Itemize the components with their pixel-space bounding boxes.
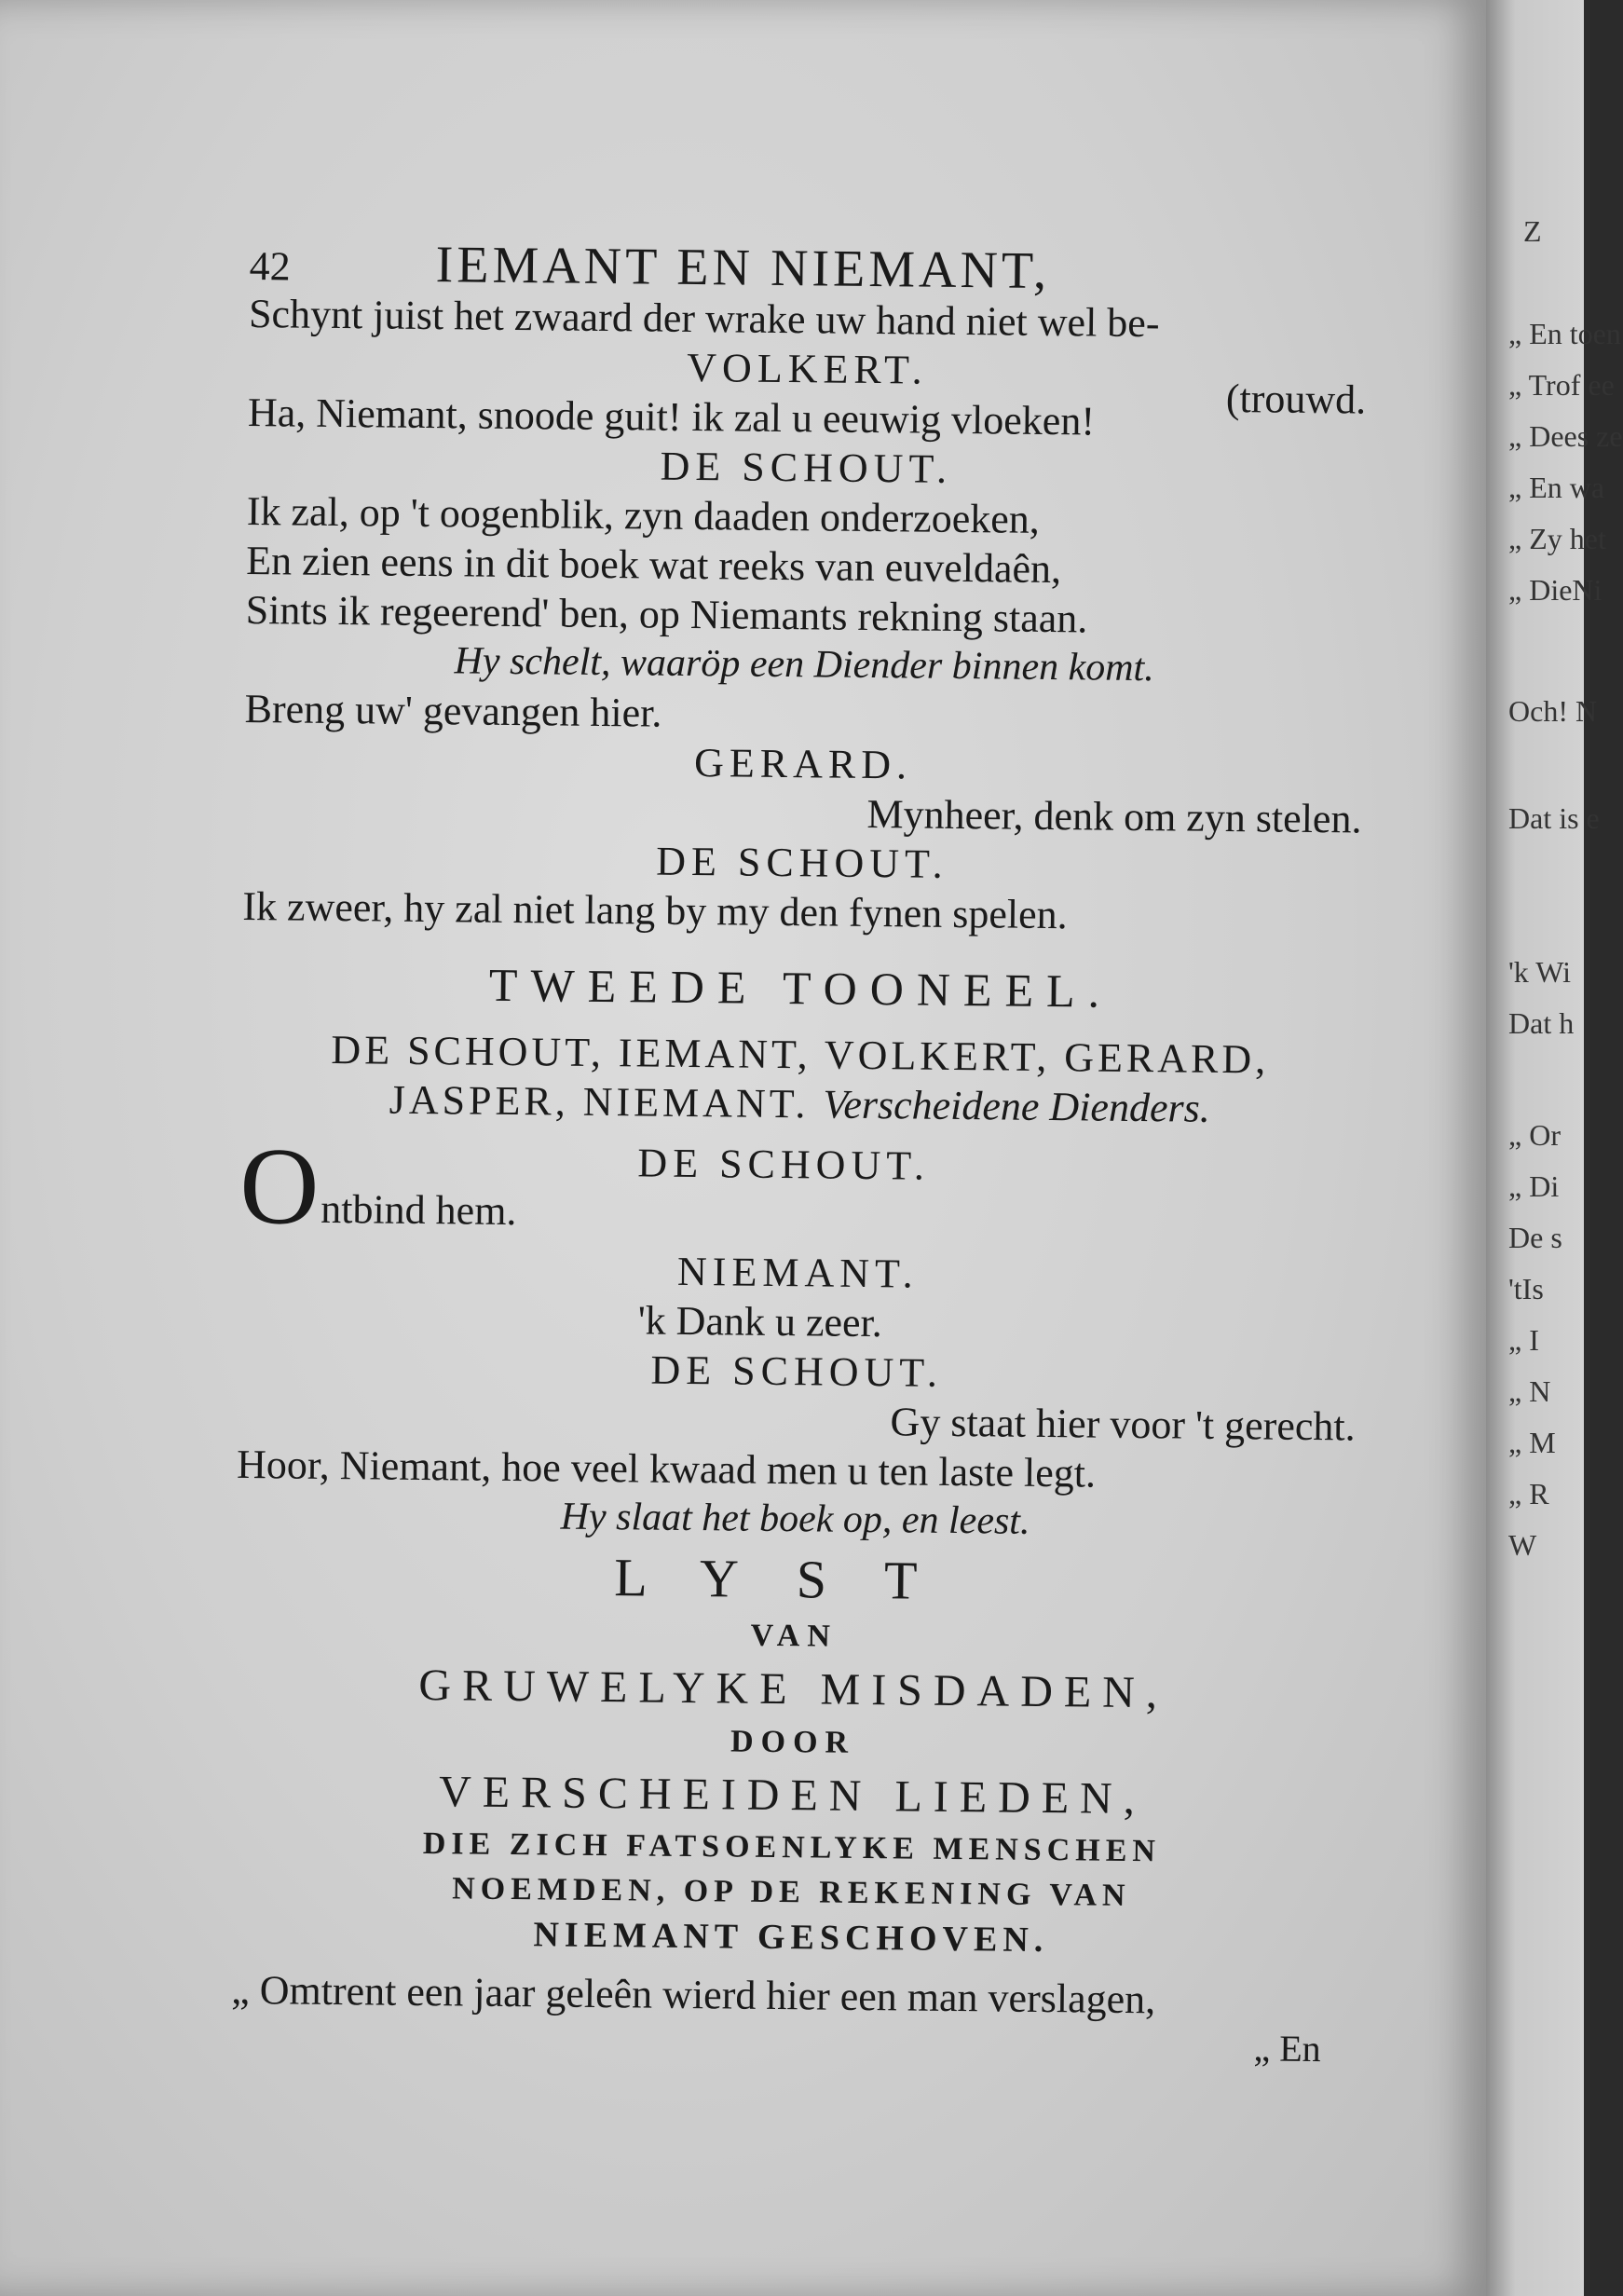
verse-overrun: (trouwd. (1225, 375, 1367, 423)
page-text (230, 233, 1367, 2072)
speaker-niemant: NIEMANT. (676, 1248, 919, 1297)
next-page-fragment: „ Zy het (1508, 522, 1606, 555)
next-page-fragment: „ R (1508, 1477, 1549, 1510)
verse-line: Mynheer, denk om zyn stelen. (866, 790, 1362, 842)
cast-names: JASPER, NIEMANT. (389, 1076, 810, 1128)
speaker-de-schout: DE SCHOUT. (655, 838, 948, 887)
list-title-rekening: NOEMDEN, OP DE REKENING VAN (451, 1871, 1131, 1913)
page-number: 42 (249, 242, 291, 290)
verse-line: En zien eens in dit boek wat reeks van euveldaên, (246, 537, 1062, 593)
list-title-lieden: VERSCHEIDEN LIEDEN, (438, 1767, 1147, 1824)
verse-line: Gy staat hier voor 't gerecht. (890, 1399, 1356, 1450)
verse-line: Sints ik regeerend' ben, op Niemants rekning staan. (245, 586, 1088, 642)
dropcap-letter: O (239, 1124, 321, 1248)
next-page-fragment: 'tIs (1508, 1272, 1544, 1305)
next-page-fragment: „ Or (1508, 1118, 1561, 1152)
next-page-fragment: W (1508, 1528, 1537, 1562)
verse-text: Ha, Niemant, snoode guit! ik zal u eeuwig vloeken! (247, 389, 1096, 444)
list-title: LYST (613, 1547, 975, 1612)
list-title-menschen: DIE ZICH FATSOENLYKE MENSCHEN (422, 1826, 1162, 1869)
next-page-fragment: Z (1523, 214, 1542, 248)
speaker-de-schout: DE SCHOUT. (660, 443, 953, 492)
verse-line: Ik zal, op 't oogenblik, zyn daaden onderzoeken, (246, 487, 1041, 542)
next-page-fragment: „ Dees ze (1508, 419, 1623, 453)
stage-direction: Hy slaat het boek op, en leest. (560, 1495, 1030, 1543)
next-page-fragment: De s (1508, 1221, 1562, 1254)
cast-list (240, 1073, 1358, 1135)
next-page-fragment: „ Di (1508, 1169, 1560, 1203)
verse-line: „ Omtrent een jaar geleên wierd hier een man verslagen, (230, 1966, 1156, 2023)
next-page-fragment: Och! N (1508, 694, 1598, 728)
cast-extras: Verscheidene Dienders. (823, 1081, 1211, 1131)
speaker-de-schout: DE SCHOUT. (637, 1140, 931, 1189)
verse-line: Ik zweer, hy zal niet lang by my den fynen spelen. (242, 882, 1068, 938)
list-title-geschoven: NIEMANT GESCHOVEN. (533, 1915, 1049, 1961)
next-page-fragment: „ Trof ee (1508, 368, 1615, 402)
next-page-fragment: Dat h (1508, 1006, 1575, 1040)
dropcap-block (239, 1124, 1358, 1248)
verse-line: ntbind hem. (320, 1185, 517, 1235)
speaker-volkert: VOLKERT. (687, 344, 928, 393)
verse-line: Hoor, Niemant, hoe veel kwaad men u ten laste legt. (236, 1441, 1097, 1496)
next-page-edge (1486, 0, 1623, 2296)
verse-line: Breng uw' gevangen hier. (244, 685, 662, 736)
speaker-de-schout: DE SCHOUT. (650, 1346, 944, 1396)
next-page-fragment: „ En wa (1508, 471, 1605, 504)
running-head: IEMANT EN NIEMANT, (435, 236, 1051, 300)
stage-direction: Hy schelt, waaröp een Diender binnen komt. (454, 639, 1154, 690)
cast-list: DE SCHOUT, IEMANT, VOLKERT, GERARD, (331, 1026, 1270, 1083)
next-page-fragment: „ I (1508, 1323, 1539, 1357)
catchword: „ En (1253, 2027, 1321, 2070)
next-page-fragment: „ N (1508, 1374, 1551, 1408)
next-page-fragment: „ En toen (1508, 317, 1621, 350)
next-page-fragment: „ M (1508, 1426, 1556, 1459)
list-title-van: VAN (750, 1618, 839, 1654)
next-page-fragment: „ DieNi (1508, 573, 1603, 607)
speaker-gerard: GERARD. (693, 740, 913, 788)
scene-heading: TWEEDE TOONEEL. (488, 958, 1113, 1018)
verse-line: 'k Dank u zeer. (637, 1297, 883, 1346)
verse-line: Schynt juist het zwaard der wrake uw hand niet wel be- (248, 290, 1160, 347)
next-page-fragment: Dat is e (1508, 801, 1600, 835)
list-title-misdaden: GRUWELYKE MISDADEN, (418, 1660, 1169, 1718)
next-page-fragment: 'k Wi (1508, 955, 1571, 989)
list-title-door: DOOR (730, 1724, 856, 1760)
